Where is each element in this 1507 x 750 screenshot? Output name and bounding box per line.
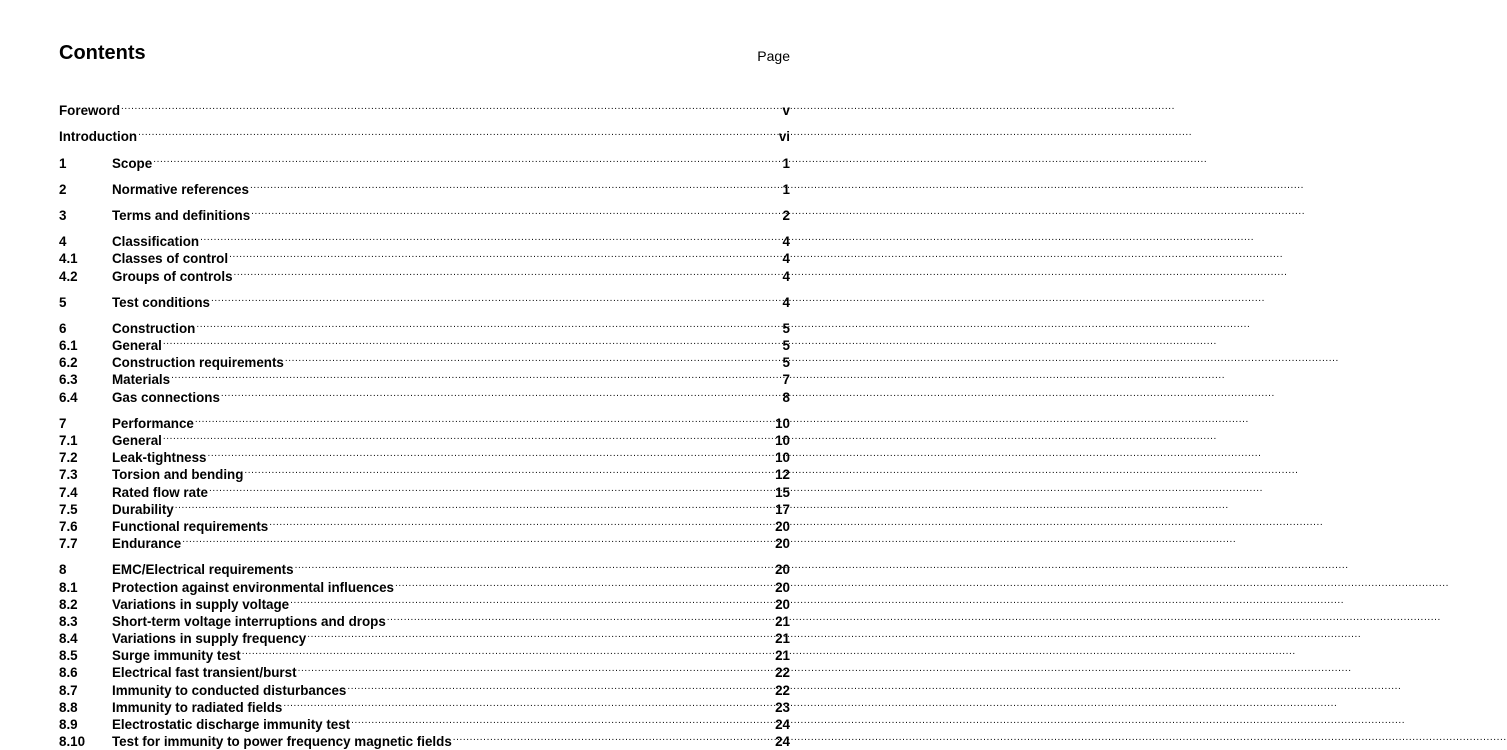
toc-entry-page: 4 <box>782 268 790 284</box>
toc-dot-leader <box>182 531 774 548</box>
toc-entry-page: 1 <box>782 181 790 197</box>
toc-entry-number: 8.7 <box>59 682 78 698</box>
toc-entry-number: 8.9 <box>59 717 78 732</box>
toc-dot-leader <box>295 557 775 574</box>
toc-entry-number: 8.8 <box>59 699 78 715</box>
toc-entry[interactable] <box>59 150 790 171</box>
toc-entry-page: 1 <box>782 155 790 171</box>
toc-entry-page: 24 <box>775 734 790 750</box>
toc-entry-title: Immunity to radiated fields <box>112 699 283 715</box>
toc-entry-page: 23 <box>775 699 790 715</box>
toc-entry-number: 4.1 <box>59 251 78 267</box>
toc-entry-number: 7.1 <box>59 433 78 448</box>
toc-entry-number: 6 <box>59 320 67 336</box>
toc-dot-leader <box>221 384 782 401</box>
toc-entry-title: Introduction <box>59 129 138 145</box>
toc-entry-title: Test for immunity to power frequency magnetic fields <box>112 734 452 750</box>
toc-entry-page: 21 <box>775 631 790 647</box>
toc-entry-page: v <box>782 103 790 119</box>
toc-entry-page: 12 <box>775 467 790 483</box>
toc-entry-page: 21 <box>775 648 790 664</box>
toc-dot-leader <box>290 592 774 609</box>
toc-entry-title: Gas connections <box>112 389 220 405</box>
toc-entry[interactable] <box>59 428 790 448</box>
toc-entry-page: 8 <box>782 389 790 405</box>
toc-entry-title: Rated flow rate <box>112 484 208 500</box>
toc-entry-number: 7 <box>59 415 67 431</box>
toc-entry-number: 7.6 <box>59 518 78 534</box>
toc-entry-page: 10 <box>775 450 790 466</box>
toc-entry[interactable] <box>59 229 790 250</box>
toc-entry-title: Normative references <box>112 181 249 197</box>
toc-entry-title: EMC/Electrical requirements <box>112 562 294 578</box>
toc-dot-leader <box>251 203 781 220</box>
toc-entry-page: 20 <box>775 579 790 595</box>
toc-entry-page: 20 <box>775 596 790 612</box>
toc-entry-page: 10 <box>775 433 790 448</box>
toc-dot-leader <box>195 411 774 428</box>
toc-entry-number: 7.4 <box>59 484 78 500</box>
toc-entry-page: 22 <box>775 682 790 698</box>
toc-entry-title: Protection against environmental influences <box>112 579 395 595</box>
toc-entry-number: 8.4 <box>59 631 78 647</box>
toc-dot-leader <box>387 609 774 626</box>
toc-entry-page: 4 <box>782 251 790 267</box>
toc-entry-page: 4 <box>782 234 790 250</box>
toc-entry-page: 20 <box>775 518 790 534</box>
toc-entry-title: Scope <box>112 155 153 171</box>
toc-entry-title: Leak-tightness <box>112 450 207 466</box>
toc-dot-leader <box>244 462 774 479</box>
toc-dot-leader <box>347 677 774 694</box>
toc-entry-page: 5 <box>782 355 790 371</box>
toc-entry-number: 8 <box>59 562 67 578</box>
page-title: Contents <box>59 42 146 64</box>
toc-entry-title: Classification <box>112 234 200 250</box>
toc-dot-leader <box>250 177 782 194</box>
toc-entry-title: Short-term voltage interruptions and drops <box>112 613 386 629</box>
toc-entry[interactable] <box>59 557 790 578</box>
toc-dot-leader <box>395 574 774 591</box>
toc-entry-title: Groups of controls <box>112 268 233 284</box>
toc-entry-title: Endurance <box>112 536 182 552</box>
toc-entry[interactable] <box>59 98 790 119</box>
toc-entry-number: 3 <box>59 207 67 223</box>
toc-dot-leader <box>453 729 774 746</box>
toc-entry-number: 8.3 <box>59 613 78 629</box>
toc-dot-leader <box>229 246 781 263</box>
toc-dot-leader <box>121 98 782 115</box>
toc-entry[interactable] <box>59 203 790 223</box>
toc-entry-title: Materials <box>112 372 171 388</box>
toc-entry-title: Test conditions <box>112 294 210 310</box>
toc-dot-leader <box>269 514 774 531</box>
toc-entry-number: 8.6 <box>59 665 78 681</box>
toc-entry-title: Electrical fast transient/burst <box>112 665 297 681</box>
toc-dot-leader <box>208 445 775 462</box>
toc-dot-leader <box>163 333 782 350</box>
toc-entry-title: Immunity to conducted disturbances <box>112 682 347 698</box>
toc-entry-number: 8.10 <box>59 734 86 750</box>
toc-entry-title: Functional requirements <box>112 518 269 534</box>
toc-entry-title: Classes of control <box>112 251 229 267</box>
toc-entry-page: 5 <box>782 320 790 336</box>
toc-dot-leader <box>163 428 774 445</box>
toc-entry-number: 8.2 <box>59 596 78 612</box>
toc-entry-page: 24 <box>775 717 790 732</box>
toc-entry[interactable] <box>59 290 790 310</box>
toc-dot-leader <box>171 367 781 384</box>
toc-entry-title: Variations in supply voltage <box>112 596 290 612</box>
toc-entry-page: 15 <box>775 484 790 500</box>
toc-entry-page: 22 <box>775 665 790 681</box>
toc-entry[interactable] <box>59 350 790 371</box>
toc-entry-title: Surge immunity test <box>112 648 241 664</box>
page-column-label: Page <box>757 48 790 64</box>
toc-entry-number: 8.5 <box>59 648 78 664</box>
toc-entry-title: Torsion and bending <box>112 467 244 483</box>
toc-entry-title: Durability <box>112 501 174 517</box>
toc-entry-page: 2 <box>782 207 790 223</box>
toc-entry-number: 6.2 <box>59 355 78 371</box>
toc-entry-title: Electrostatic discharge immunity test <box>112 717 351 732</box>
toc-dot-leader <box>242 643 774 660</box>
toc-entry-title: Construction <box>112 320 196 336</box>
toc-dot-leader <box>283 695 774 712</box>
toc-entry[interactable] <box>59 177 790 197</box>
toc-entry[interactable] <box>59 333 790 354</box>
toc-entry[interactable] <box>59 316 790 336</box>
toc-entry-page: 21 <box>775 613 790 629</box>
toc-entry-number: 6.3 <box>59 372 78 388</box>
toc-dot-leader <box>200 229 781 246</box>
toc-entry-number: 6.1 <box>59 338 78 354</box>
toc-dot-leader <box>285 350 782 367</box>
table-of-contents <box>59 98 790 750</box>
toc-entry-number: 7.3 <box>59 467 78 483</box>
toc-entry-title: Variations in supply frequency <box>112 631 307 647</box>
toc-entry-page: 20 <box>775 536 790 552</box>
toc-entry-title: Foreword <box>59 103 121 119</box>
toc-dot-leader <box>138 124 778 141</box>
toc-entry-page: 17 <box>775 501 790 517</box>
toc-entry-number: 7.2 <box>59 450 78 466</box>
toc-entry-title: General <box>112 433 162 448</box>
toc-entry-page: 10 <box>775 415 790 431</box>
toc-entry[interactable] <box>59 445 790 466</box>
toc-dot-leader <box>153 150 781 167</box>
toc-entry-number: 4.2 <box>59 268 78 284</box>
toc-entry-page: 5 <box>782 338 790 354</box>
toc-dot-leader <box>175 497 774 514</box>
toc-dot-leader <box>234 263 782 280</box>
toc-entry[interactable] <box>59 124 790 145</box>
toc-entry-number: 1 <box>59 155 67 171</box>
toc-entry-number: 2 <box>59 181 67 197</box>
toc-dot-leader <box>209 479 774 496</box>
toc-entry[interactable] <box>59 411 790 431</box>
toc-entry-page: 7 <box>782 372 790 388</box>
toc-dot-leader <box>298 660 775 677</box>
toc-entry-page: 20 <box>775 562 790 578</box>
toc-entry-title: Terms and definitions <box>112 207 251 223</box>
toc-entry-title: General <box>112 338 162 354</box>
toc-dot-leader <box>307 626 774 643</box>
toc-entry-number: 5 <box>59 294 67 310</box>
toc-dot-leader <box>196 316 781 333</box>
toc-entry-number: 6.4 <box>59 389 78 405</box>
toc-dot-leader <box>211 290 782 307</box>
toc-entry-number: 7.5 <box>59 501 78 517</box>
toc-entry-number: 4 <box>59 234 67 250</box>
toc-dot-leader <box>351 712 774 729</box>
toc-entry-page: 4 <box>782 294 790 310</box>
toc-entry-page: vi <box>778 129 790 145</box>
toc-entry-number: 7.7 <box>59 536 78 552</box>
toc-entry-title: Performance <box>112 415 194 431</box>
toc-entry-number: 8.1 <box>59 579 78 595</box>
toc-entry-title: Construction requirements <box>112 355 284 371</box>
